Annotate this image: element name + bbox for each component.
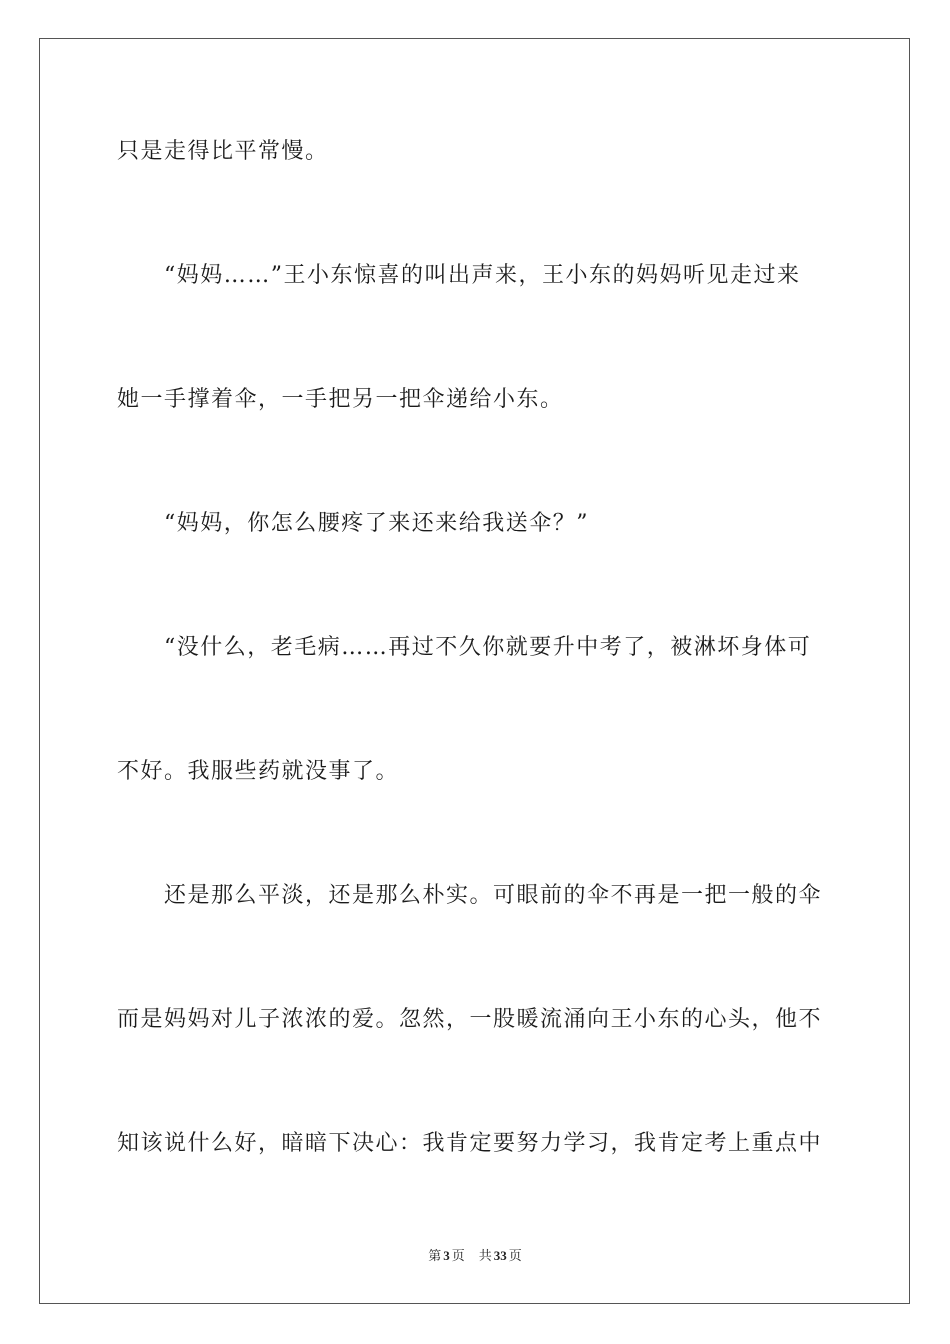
text-line-6: 不好。我服些药就没事了。	[117, 759, 400, 784]
total-pages: 33	[493, 1248, 507, 1263]
text-line-9: 知该说什么好，暗暗下决心：我肯定要努力学习，我肯定考上重点中	[117, 1131, 823, 1156]
page-number: 3	[443, 1248, 450, 1263]
page-footer	[0, 1247, 950, 1266]
page-border	[39, 38, 910, 1304]
page-suffix: 页	[451, 1249, 465, 1264]
text-line-5: “没什么，老毛病……再过不久你就要升中考了，被淋坏身体可	[164, 635, 812, 660]
text-line-3: 她一手撑着伞，一手把另一把伞递给小东。	[117, 387, 564, 412]
page-prefix: 第	[428, 1249, 442, 1264]
text-line-7: 还是那么平淡，还是那么朴实。可眼前的伞不再是一把一般的伞	[164, 883, 823, 908]
text-line-4: “妈妈，你怎么腰疼了来还来给我送伞？”	[164, 511, 589, 536]
total-prefix: 共	[478, 1249, 492, 1264]
text-line-8: 而是妈妈对儿子浓浓的爱。忽然，一股暖流涌向王小东的心头，他不	[117, 1007, 823, 1032]
text-line-2: “妈妈……”王小东惊喜的叫出声来，王小东的妈妈听见走过来	[164, 263, 801, 288]
total-suffix: 页	[508, 1249, 522, 1264]
text-line-1: 只是走得比平常慢。	[117, 139, 329, 164]
